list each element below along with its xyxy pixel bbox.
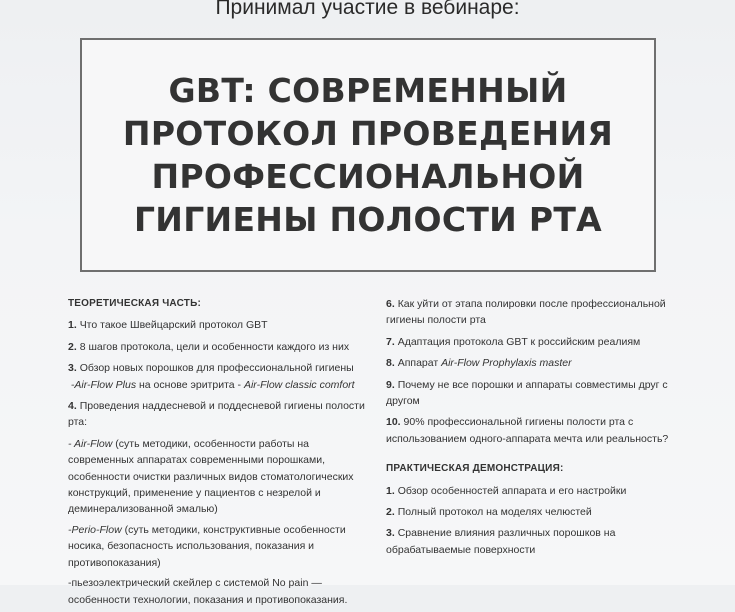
item-text: Что такое Швейцарский протокол GBT bbox=[79, 319, 268, 332]
item-number: 9. bbox=[386, 378, 395, 391]
item-number: 4. bbox=[68, 400, 77, 413]
subitem-text: (суть методики, особенности работы на современных аппаратах современными порошками, особенности очистки различных видов стоматологических конструкций, применение у пациентов с незрелой и деминерализованной эмалью) bbox=[68, 437, 354, 516]
title-line-4: ГИГИЕНЫ ПОЛОСТИ РТА bbox=[133, 200, 603, 239]
item-number: 1. bbox=[386, 484, 395, 497]
item-text: Аппарат bbox=[397, 357, 442, 370]
theory-item-1 bbox=[68, 317, 368, 333]
theory-heading: ТЕОРЕТИЧЕСКАЯ ЧАСТЬ: bbox=[68, 298, 201, 309]
demo-item-1 bbox=[386, 483, 676, 499]
theory-item-2 bbox=[68, 339, 368, 355]
item-number: 2. bbox=[68, 340, 77, 353]
subitem-text: (суть методики, конструктивные особенности носика, безопасность использования, показания и противопоказания) bbox=[68, 523, 346, 569]
theory-item-10 bbox=[386, 414, 676, 447]
item-text: Адаптация протокола GBT к российским реалиям bbox=[397, 335, 641, 348]
theory-item-3 bbox=[68, 360, 368, 393]
item-number: 2. bbox=[386, 506, 395, 519]
item-number: 8. bbox=[386, 357, 395, 370]
item-text: Сравнение влияния различных порошков на обрабатываемые поверхности bbox=[386, 527, 616, 556]
title-line-3: ПРОФЕССИОНАЛЬНОЙ bbox=[151, 157, 585, 196]
demo-item-2 bbox=[386, 504, 676, 520]
item-text: Полный протокол на моделях челюстей bbox=[397, 506, 592, 519]
item-number: 7. bbox=[386, 335, 395, 348]
item-number: 10. bbox=[386, 416, 401, 429]
item-text: Как уйти от этапа полировки после профессиональной гигиены полости рта bbox=[386, 298, 666, 327]
product-name: Air-Flow classic comfort bbox=[243, 378, 355, 391]
title-line-1: GBT: СОВРЕМЕННЫЙ bbox=[168, 71, 568, 110]
title-line-2: ПРОТОКОЛ ПРОВЕДЕНИЯ bbox=[122, 114, 614, 153]
theory-subitem-perioflow bbox=[68, 522, 368, 571]
title-box bbox=[80, 38, 656, 272]
product-name: -Air-Flow Plus bbox=[70, 378, 137, 391]
demo-heading: ПРАКТИЧЕСКАЯ ДЕМОНСТРАЦИЯ: bbox=[386, 463, 564, 475]
theory-item-7 bbox=[386, 334, 676, 350]
device-name: Air-Flow Prophylaxis master bbox=[441, 357, 572, 370]
theory-item-8 bbox=[386, 355, 676, 371]
item-text: 8 шагов протокола, цели и особенности каждого из них bbox=[79, 340, 350, 353]
item-text: Обзор новых порошков для профессиональной гигиены bbox=[79, 362, 354, 375]
theory-item-4 bbox=[68, 398, 368, 431]
item-number: 6. bbox=[386, 298, 395, 310]
theory-subitem-airflow bbox=[68, 436, 368, 518]
item-number: 1. bbox=[68, 319, 77, 332]
item-number: 3. bbox=[68, 362, 77, 375]
method-name: - Air-Flow bbox=[68, 437, 113, 450]
theory-column bbox=[68, 296, 368, 612]
item-text: на основе эритрита - bbox=[136, 378, 244, 391]
item-text: Проведения наддесневой и поддесневой гигиены полости рта: bbox=[68, 400, 365, 429]
theory-subitem-scaler bbox=[68, 575, 368, 608]
subitem-text: -пьезоэлектрический скейлер с системой No pain — особенности технологии, показания и противопоказания. bbox=[68, 577, 348, 606]
item-number: 3. bbox=[386, 527, 395, 540]
header-text: Принимал участие в вебинаре: bbox=[215, 0, 520, 19]
right-column bbox=[386, 296, 676, 563]
item-text: Обзор особенностей аппарата и его настройки bbox=[397, 484, 627, 497]
demo-item-3 bbox=[386, 525, 676, 558]
method-name: -Perio-Flow bbox=[68, 523, 122, 536]
webinar-title bbox=[123, 69, 613, 241]
theory-item-9 bbox=[386, 377, 676, 410]
theory-item-6 bbox=[386, 296, 676, 329]
item-text: 90% профессиональной гигиены полости рта с использованием одного-аппарата мечта или реальность? bbox=[386, 416, 669, 445]
item-text: Почему не все порошки и аппараты совместимы друг с другом bbox=[386, 378, 668, 408]
